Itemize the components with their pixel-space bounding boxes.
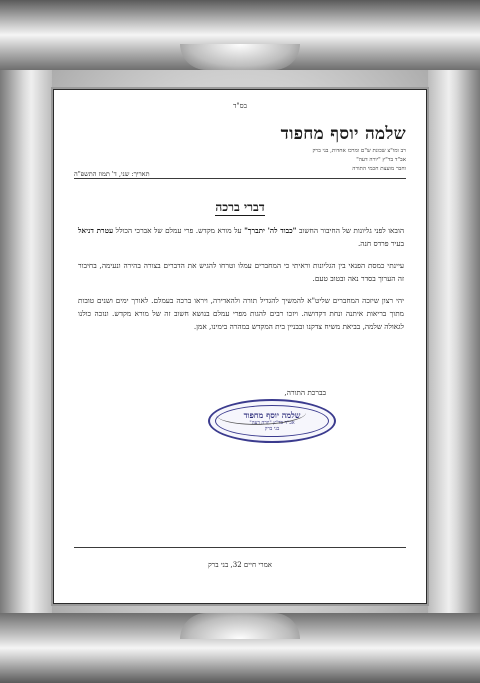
letter-heading: [54, 200, 426, 215]
p1-text-c: בעיר פרדס חנה.: [357, 239, 404, 248]
letterhead-name: שלמה יוסף מחפוד: [280, 124, 406, 144]
letter-heading-text: דברי ברכה: [215, 200, 265, 214]
body-paragraph-2: עיינתי כמסת הפנאי בין הגליונות וראיתי כי המחברים עמלו וטרחו להגיש את הדברים בצורה בהירה ונעימה, בחיבור זה הערוך בסדר נאה ובטוב טעם.: [78, 261, 404, 283]
letter-body: [78, 224, 404, 342]
frame-right: [428, 70, 480, 613]
stamp-line-3: בני ברק: [264, 426, 280, 432]
body-paragraph-3: יהי רצון שיזכה המחברים שליט"א להמשיך להגדיל תורה ולהאדירה, ויראו ברכה בעמלם. לאורך ימים ושנים טובות מתוך בריאות איתנה ונחת דקדושה. ויזכו רבים להגות מפרי עמלם בנושא חשוב זה של מורא מקדש. ונזכה כולנו לגאולה שלמה, בביאת משיח צדקנו ובבניין בית המקדש במהרה בימינו, אמן.: [78, 296, 404, 331]
frame-ornament-top: [180, 44, 300, 70]
frame-left: [0, 70, 52, 613]
stamp-line-1: שלמה יוסף מחפוד: [243, 410, 301, 420]
book-title: "כבוד לה' יתברך": [244, 226, 297, 235]
closing-line: בברכת התורה,: [284, 388, 326, 397]
letter-page: [54, 90, 426, 603]
footer-divider: [74, 547, 406, 548]
letterhead-line-3: וחבר מועצת חכמי התורה: [352, 166, 406, 172]
kollel-name: עטרת דניאל: [78, 226, 114, 235]
p1-text-a: הובאו לפני גליונות של החיבור החשוב: [298, 226, 405, 235]
body-paragraph-1: [78, 224, 404, 250]
letter-paper: [54, 90, 426, 603]
stamp-line-2: אב"ד בד"ץ "יורה דעה": [249, 420, 295, 426]
p1-text-b: על מורא מקדש. פרי עמלם של אברכי הכולל: [115, 226, 242, 235]
bs-header: בס"ד: [233, 102, 247, 110]
footer-address: אמרי חיים 32, בני ברק: [208, 561, 272, 569]
letterhead-line-1: רב ומו"צ שכונת ש"ם ומרכז אחדות, בני ברק: [312, 148, 406, 154]
letterhead-divider: [74, 178, 406, 179]
letterhead-line-2: אב"ד בד"ץ "יורה דעה": [356, 157, 406, 163]
frame-ornament-bottom: [180, 613, 300, 639]
letter-date: תאריך: שני, ד' תמוז התשפ"ה: [74, 170, 150, 178]
